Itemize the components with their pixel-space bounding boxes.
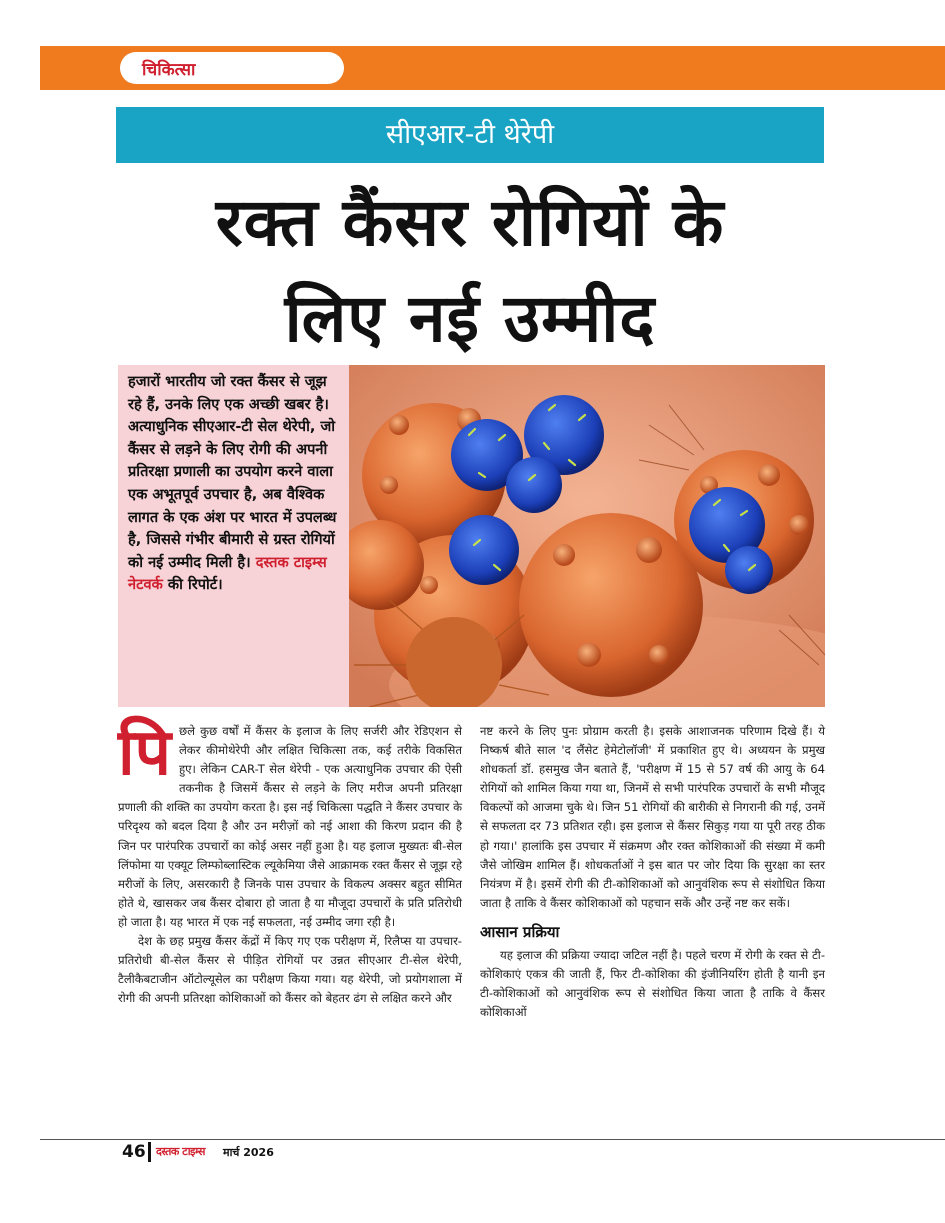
headline xyxy=(60,175,880,367)
section-label: चिकित्सा xyxy=(142,60,196,80)
intro-tail: की रिपोर्ट। xyxy=(167,576,223,594)
body-paragraph-3: नष्ट करने के लिए पुनः प्रोग्राम करती है। इसके आशाजनक परिणाम दिखे हैं। ये निष्कर्ष बीते साल 'द लैंसेट हेमेटोलॉजी' में प्रकाशित हुए थे। अध्ययन के प्रमुख शोधकर्ता डॉ. हसमुख जैन बताते हैं, 'परीक्षण में 15 से 57 वर्ष की आयु के 64 रोगियों को शामिल किया गया था, जिनमें से सभी पारंपरिक उपचारों के सभी मौजूद विकल्पों को आजमा चुके थे। जिन 51 रोगियों की बारीकी से निगरानी की गई, उनमें से सफलता दर 73 प्रतिशत रही। इस इलाज से कैंसर सिकुड़ गया या पूरी तरह ठीक हो गया।' हालांकि इस उपचार में संक्रमण और रक्त कोशिकाओं की संख्या में कमी जैसे जोखिम शामिल हैं। शोधकर्ताओं ने इस बात पर जोर दिया कि सुरक्षा का स्तर नियंत्रण में है। इसमें रोगी की टी-कोशिकाओं को आनुवंशिक रूप से संशोधित किया जाता है ताकि वे कैंसर कोशिकाओं को पहचान सकें और उन्हें नष्ट कर सकें। xyxy=(480,724,825,910)
body-paragraph-2: देश के छह प्रमुख कैंसर केंद्रों में किए गए एक परीक्षण में, रिलैप्स या उपचार-प्रतिरोधी बी-सेल कैंसर से पीड़ित रोगियों पर उन्नत सीएआर टी-सेल थेरेपी, टैलीकैबटाजीन ऑटोल्यूसेल का परीक्षण किया गया। यह थेरेपी, जो प्रयोगशाला में रोगी की अपनी प्रतिरक्षा कोशिकाओं को कैंसर को बेहतर ढंग से लक्षित करने और xyxy=(118,934,462,1006)
body-column-1 xyxy=(118,716,462,1008)
body-column-2 xyxy=(480,722,825,1022)
magazine-brand: दस्तक टाइम्स xyxy=(156,1145,205,1158)
intro-credit: दस्तक टाइम्स नेटवर्क xyxy=(128,553,327,594)
intro-body: हजारों भारतीय जो रक्त कैंसर से जूझ रहे हैं, उनके लिए एक अच्छी खबर है। अत्याधुनिक सीएआर-टी सेल थेरेपी, जो कैंसर से लड़ने के लिए रोगी की अपनी प्रतिरक्षा प्रणाली का उपयोग करने वाला एक अभूतपूर्व उपचार है, अब वैश्विक लागत के एक अंश पर भारत में उपलब्ध है, जिससे गंभीर बीमारी से ग्रस्त रोगियों को नई उम्मीद मिली है। xyxy=(128,373,337,571)
section-label-pill xyxy=(120,52,344,84)
issue-date: मार्च 2026 xyxy=(223,1146,274,1159)
kicker-banner: सीएआर-टी थेरेपी xyxy=(116,107,824,163)
intro-text xyxy=(128,371,344,597)
cells-svg xyxy=(349,365,825,707)
subheading: आसान प्रक्रिया xyxy=(480,922,560,941)
body-paragraph-1: छले कुछ वर्षों में कैंसर के इलाज के लिए सर्जरी और रेडिएशन से लेकर कीमोथेरेपी और लक्षित चिकित्सा तक, कई तरीके विकसित हुए। लेकिन CAR-T सेल थेरेपी - एक अत्याधुनिक उपचार की ऐसी तकनीक है जिसमें कैंसर से लड़ने के लिए मरीज अपनी प्रतिरक्षा प्रणाली की शक्ति का उपयोग करता है। इस नई चिकित्सा पद्धति ने कैंसर उपचार के परिदृश्य को बदल दिया है और उन मरीज़ों को नई आशा की किरण प्रदान की है जिन पर पारंपरिक उपचारों का कोई असर नहीं हुआ है। यह इलाज मुख्यतः बी-सेल लिंफोमा या एक्यूट लिम्फोब्लास्टिक ल्यूकेमिया जैसे आक्रामक रक्त कैंसर से जूझ रहे मरीजों के लिए, असरकारी है जिनके पास उपचार के विकल्प अक्सर बहुत सीमित होते थे, खासकर जब कैंसर दोबारा हो जाता है या मौजूदा उपचारों के प्रति प्रतिरोधी हो जाता है। यह भारत में एक नई सफलता, नई उम्मीद जगा रही है। xyxy=(118,724,462,929)
headline-line-1: रक्त कैंसर रोगियों के xyxy=(215,184,725,261)
page-number: 46 xyxy=(122,1142,146,1162)
headline-line-2: लिए नई उम्मीद xyxy=(284,280,656,357)
body-paragraph-4: यह इलाज की प्रक्रिया ज्यादा जटिल नहीं है। पहले चरण में रोगी के रक्त से टी-कोशिकाएं एकत्र की जाती हैं, फिर टी-कोशिका की इंजीनियरिंग होती है यानी इन टी-कोशिकाओं को आनुवंशिक रूप से संशोधित किया जाता है ताकि वे कैंसर कोशिकाओं xyxy=(480,948,825,1020)
footer-divider xyxy=(40,1139,945,1140)
cancer-cells-illustration xyxy=(349,365,825,707)
dropcap: पि xyxy=(118,716,171,790)
footer-separator xyxy=(148,1142,151,1162)
